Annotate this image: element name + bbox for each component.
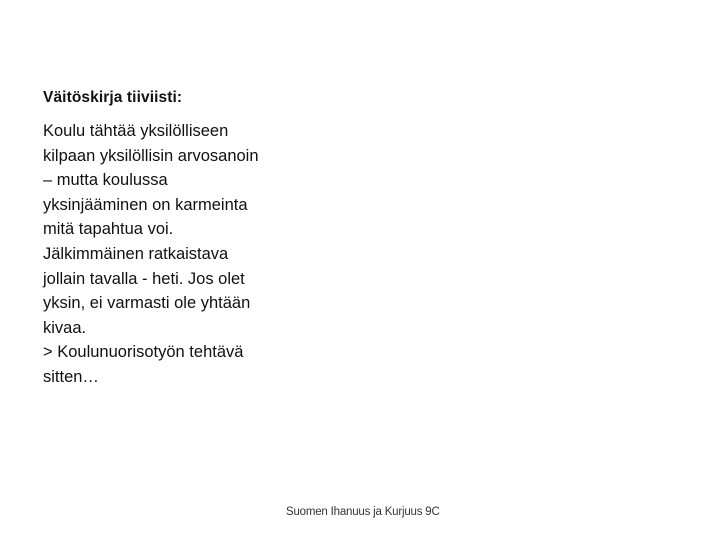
- slide-heading: Väitöskirja tiiviisti:: [43, 89, 183, 106]
- paragraph-youth-work-task: > Koulunuorisotyön tehtävä sitten…: [43, 343, 244, 386]
- paragraph-school-competition: Koulu tähtää yksilölliseen kilpaan yksilöllisin arvosanoin – mutta koulussa yksinjääminen on karmeinta mitä tapahtua voi.: [43, 122, 259, 239]
- slide-content: [43, 87, 283, 390]
- paragraph-being-alone: Jälkimmäinen ratkaistava jollain tavalla - heti. Jos olet yksin, ei varmasti ole yhtään kivaa.: [43, 244, 251, 337]
- slide-footer: Suomen Ihanuus ja Kurjuus 9C: [286, 506, 440, 518]
